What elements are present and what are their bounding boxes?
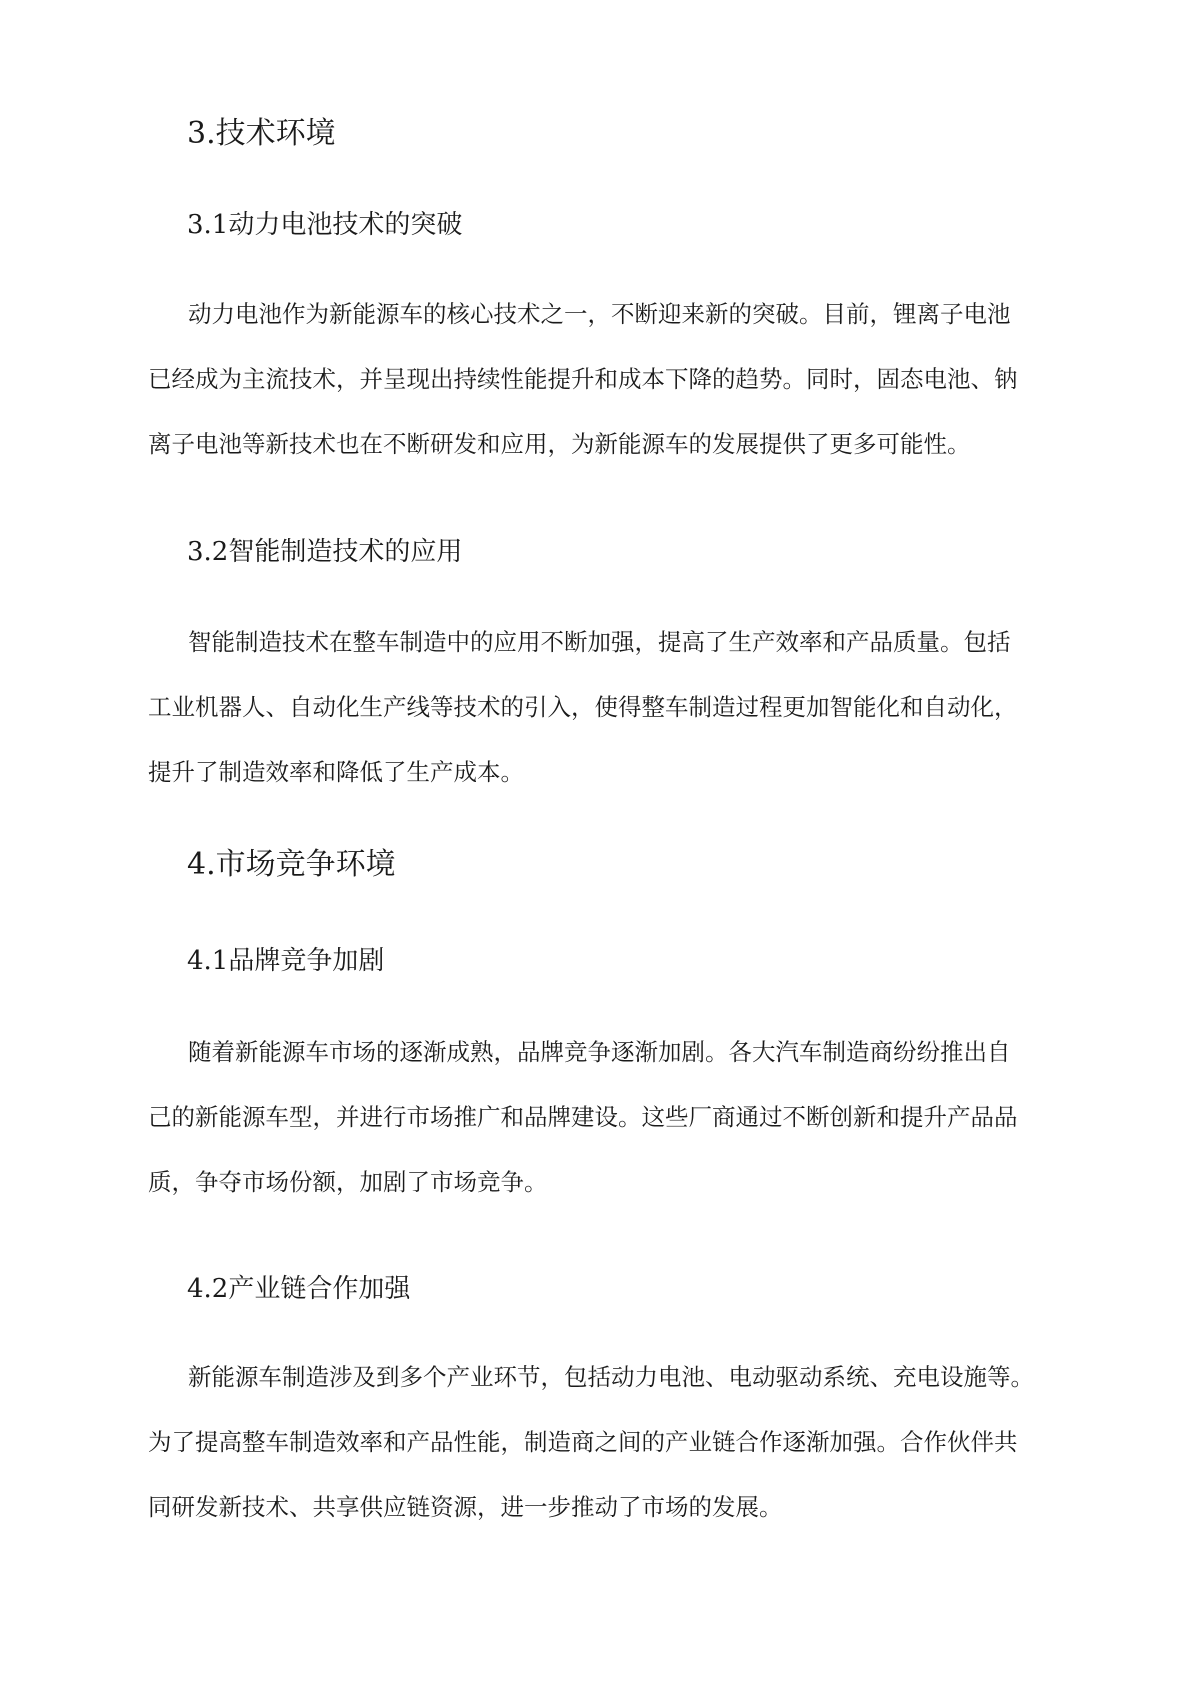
- subsection-heading: 4.1品牌竞争加剧: [187, 946, 385, 976]
- paragraph-line: 质，争夺市场份额，加剧了市场竞争。: [148, 1168, 548, 1196]
- paragraph-line: 已经成为主流技术，并呈现出持续性能提升和成本下降的趋势。同时，固态电池、钠: [148, 365, 1018, 393]
- paragraph: [148, 1345, 1053, 1540]
- paragraph-line: 智能制造技术在整车制造中的应用不断加强，提高了生产效率和产品质量。包括: [188, 628, 1011, 656]
- paragraph-line: 为了提高整车制造效率和产品性能，制造商之间的产业链合作逐渐加强。合作伙伴共: [148, 1428, 1018, 1456]
- paragraph: [148, 1020, 1053, 1215]
- section-heading: 3.技术环境: [187, 116, 336, 151]
- paragraph-line: 新能源车制造涉及到多个产业环节，包括动力电池、电动驱动系统、充电设施等。: [188, 1363, 1034, 1391]
- paragraph-line: 随着新能源车市场的逐渐成熟，品牌竞争逐渐加剧。各大汽车制造商纷纷推出自: [188, 1038, 1011, 1066]
- subsection-heading: 3.1动力电池技术的突破: [187, 210, 463, 240]
- paragraph-line: 离子电池等新技术也在不断研发和应用，为新能源车的发展提供了更多可能性。: [148, 430, 971, 458]
- paragraph-line: 动力电池作为新能源车的核心技术之一，不断迎来新的突破。目前，锂离子电池: [188, 300, 1011, 328]
- paragraph: [148, 610, 1053, 805]
- paragraph-line: 提升了制造效率和降低了生产成本。: [148, 758, 524, 786]
- paragraph-line: 己的新能源车型，并进行市场推广和品牌建设。这些厂商通过不断创新和提升产品品: [148, 1103, 1018, 1131]
- section-heading: 4.市场竞争环境: [187, 847, 396, 882]
- subsection-heading: 4.2产业链合作加强: [187, 1274, 411, 1304]
- paragraph-line: 工业机器人、自动化生产线等技术的引入，使得整车制造过程更加智能化和自动化，: [148, 693, 1018, 721]
- paragraph-line: 同研发新技术、共享供应链资源，进一步推动了市场的发展。: [148, 1493, 783, 1521]
- paragraph: [148, 282, 1053, 477]
- subsection-heading: 3.2智能制造技术的应用: [187, 537, 463, 567]
